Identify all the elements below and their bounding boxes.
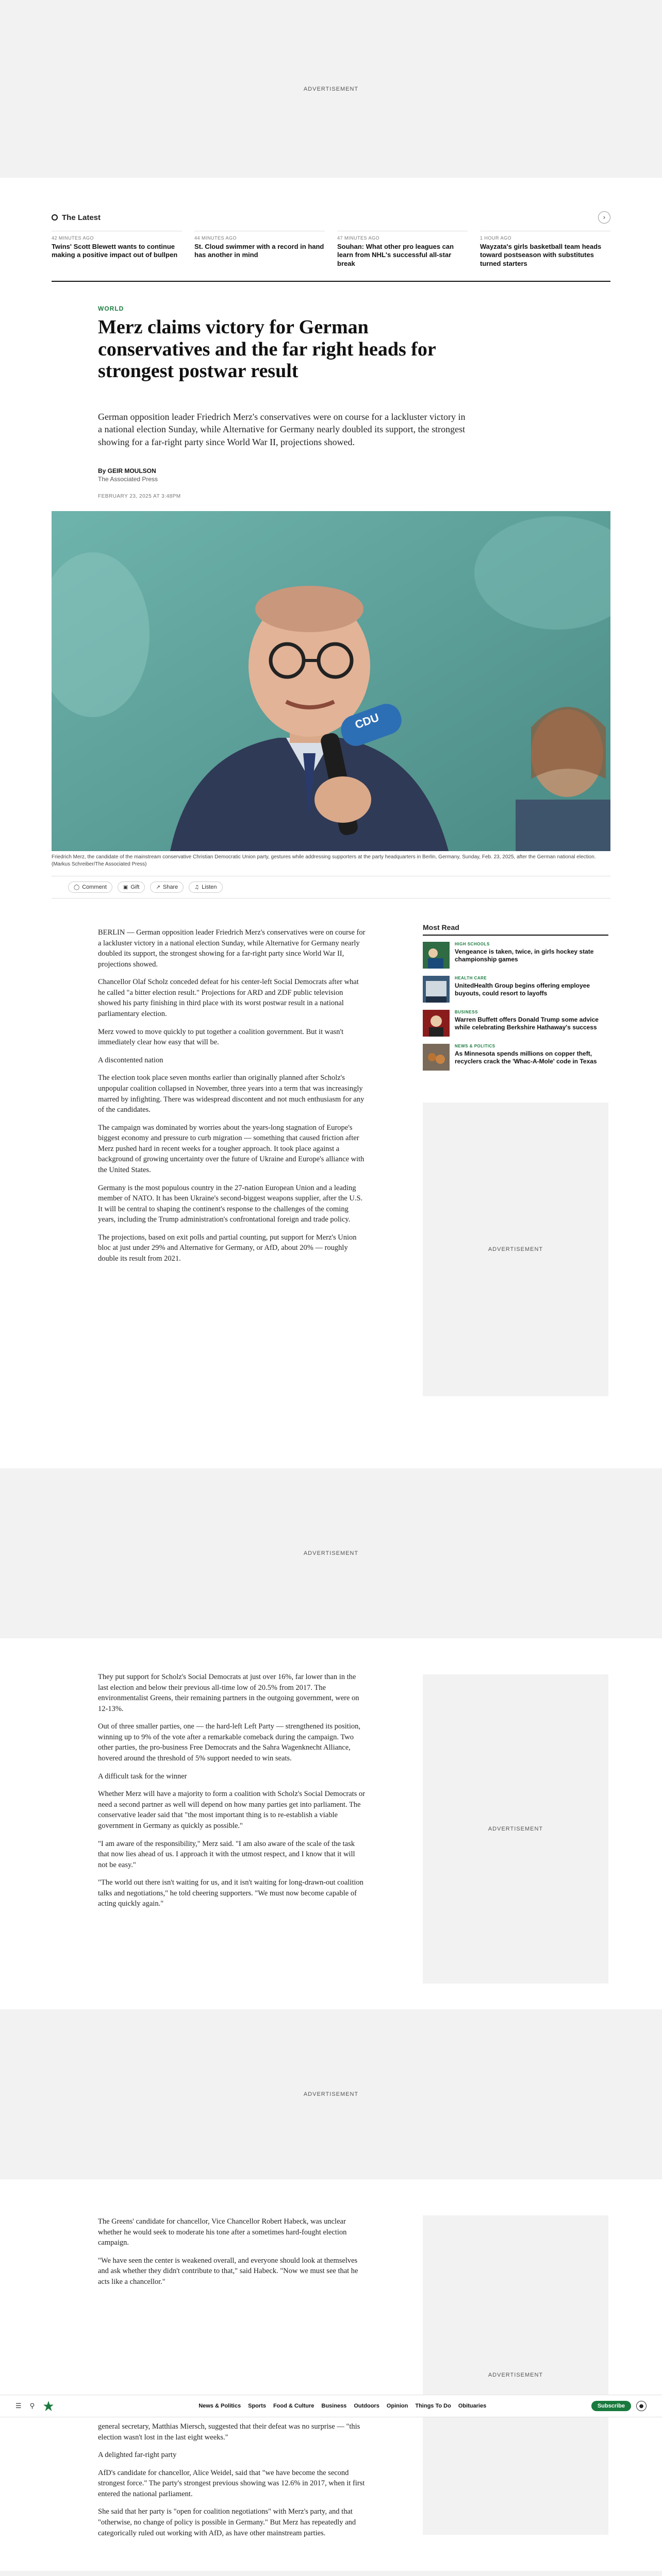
most-read-headline[interactable]: Warren Buffett offers Donald Trump some advice while celebrating Berkshire Hathaway's success xyxy=(455,1016,599,1031)
article-headline: Merz claims victory for German conservatives and the far right heads for strongest postwar result xyxy=(98,316,436,382)
divider xyxy=(52,281,610,282)
most-read-category: NEWS & POLITICS xyxy=(455,1044,495,1048)
thumbnail[interactable] xyxy=(423,976,450,1003)
latest-item[interactable] xyxy=(337,231,468,268)
inline-advertisement[interactable]: ADVERTISEMENT xyxy=(0,1468,662,1638)
comment-button[interactable]: ◯ Comment xyxy=(68,882,112,893)
paragraph: "The world out there isn't waiting for us, and it isn't waiting for long-drawn-out coalition talks and negotiations," he told cheering supporters. "We must now become capable of acting quickly again." xyxy=(98,1878,363,1908)
comment-icon: ◯ xyxy=(74,884,80,890)
star-tribune-logo-icon[interactable] xyxy=(43,2400,54,2412)
paragraph: The election took place seven months earlier than originally planned after Scholz's unpopular coalition collapsed in November, three years into a term that was increasingly marred by infighting. There was widespread discontent and not much enthusiasm for any of the candidates. xyxy=(98,1074,365,1114)
share-button[interactable]: ↗ Share xyxy=(150,882,184,893)
nav-link-obituaries[interactable]: Obituaries xyxy=(458,2403,487,2409)
paragraph: "I am aware of the responsibility," Merz said. "I am also aware of the scale of the task that now lies ahead of us. I approach it with the utmost respect, and I know that it will not be easy." xyxy=(98,1839,355,1869)
sidebar-advertisement[interactable]: ADVERTISEMENT xyxy=(423,2215,608,2535)
latest-item-time: 47 MINUTES AGO xyxy=(337,235,380,241)
byline xyxy=(98,467,158,483)
paragraph: "We have seen the center is weakened overall, and everyone should look at themselves and ask whether they didn't contribute to that," said Habeck. "Now we must see that he acts like a chancellor." xyxy=(98,2256,358,2286)
byline-organization: The Associated Press xyxy=(98,476,158,483)
most-read-headline[interactable]: Vengeance is taken, twice, in girls hockey state championship games xyxy=(455,948,594,963)
most-read-headline[interactable]: As Minnesota spends millions on copper theft, recyclers crack the 'Whac-A-Mole' code in Texas xyxy=(455,1050,597,1065)
latest-item-headline[interactable]: Twins' Scott Blewett wants to continue making a positive impact out of bullpen xyxy=(52,243,178,259)
next-arrow-icon[interactable]: › xyxy=(598,211,610,224)
most-read-headline[interactable]: UnitedHealth Group begins offering employee buyouts, could resort to layoffs xyxy=(455,982,590,997)
subheading: A discontented nation xyxy=(98,1056,163,1064)
paragraph: general secretary, Matthias Miersch, suggested that their defeat was no surprise — "this election wasn't lost in the last eight weeks." xyxy=(98,2422,360,2442)
sticky-navbar xyxy=(0,2395,662,2417)
paragraph: The campaign was dominated by worries about the years-long stagnation of Europe's biggest economy and pressure to curb migration — something that caused friction after Merz pushed hard in recent weeks for a tougher approach. It took place against a background of growing uncertainty over the future of Ukraine and Europe's alliance with the United States. xyxy=(98,1123,365,1174)
dateline: FEBRUARY 23, 2025 AT 3:48PM xyxy=(98,494,181,499)
ad-label: ADVERTISEMENT xyxy=(303,86,359,92)
paragraph: The projections, based on exit polls and partial counting, put support for Merz's Union bloc at just under 29% and Alternative for Germany, or AfD, about 20% — roughly double its result from 2021. xyxy=(98,1233,357,1263)
latest-item-headline[interactable]: Souhan: What other pro leagues can learn from NHL's successful all-star break xyxy=(337,243,454,267)
latest-item-time: 1 HOUR AGO xyxy=(480,235,512,241)
share-icon: ↗ xyxy=(156,884,160,890)
subheading: A delighted far-right party xyxy=(98,2451,177,2460)
paragraph: BERLIN — German opposition leader Friedrich Merz's conservatives were on course for a lackluster victory in a national election Sunday, while Alternative for Germany nearly doubled its support, the strongest showing for a far-right party since World War II, projections showed. xyxy=(98,928,366,969)
latest-item-time: 42 MINUTES AGO xyxy=(52,235,94,241)
thumbnail[interactable] xyxy=(423,1010,450,1037)
paragraph: AfD's candidate for chancellor, Alice Weidel, said that "we have become the second strongest force." The party's strongest previous showing was 12.6% in 2017, when it first entered the national parliament. xyxy=(98,2468,365,2498)
sidebar-advertisement[interactable]: ADVERTISEMENT xyxy=(423,1674,608,1984)
section-label[interactable]: WORLD xyxy=(98,305,124,312)
paragraph: Merz vowed to move quickly to put together a coalition government. But it wasn't immediately clear how easy that will be. xyxy=(98,1027,344,1047)
share-bar xyxy=(52,876,610,899)
latest-item[interactable] xyxy=(194,231,325,268)
latest-heading: The Latest xyxy=(52,213,101,222)
article-subhead: German opposition leader Friedrich Merz's conservatives were on course for a lackluster victory in a national election Sunday, while Alternative for Germany nearly doubled its support, the strongest showing for a far-right party since World War II, projections showed. xyxy=(98,412,466,447)
most-read-item[interactable] xyxy=(423,942,608,969)
most-read-item[interactable] xyxy=(423,1010,608,1037)
nav-link-food-culture[interactable]: Food & Culture xyxy=(273,2403,315,2409)
latest-item[interactable] xyxy=(480,231,610,268)
most-read-title: Most Read xyxy=(423,923,608,936)
paragraph: Whether Merz will have a majority to form a coalition with Scholz's Social Democrats or need a second partner as well will depend on how many parties get into parliament. The conservative leader said that "the most important thing is to re-establish a viable government in Germany as quickly as possible." xyxy=(98,1790,366,1830)
listen-button[interactable]: ♫ Listen xyxy=(189,882,222,893)
thumbnail[interactable] xyxy=(423,942,450,969)
menu-icon[interactable]: ☰ xyxy=(15,2402,22,2410)
nav-link-news-politics[interactable]: News & Politics xyxy=(198,2403,241,2409)
user-account-icon[interactable]: ● xyxy=(636,2401,647,2411)
headphones-icon: ♫ xyxy=(194,884,200,890)
clock-icon xyxy=(52,214,58,221)
paragraph: Out of three smaller parties, one — the hard-left Left Party — strengthened its position, winning up to 9% of the vote after a remarkable comeback during the campaign. Two other parties, the pro-business Free Democrats and the Sahra Wagenknecht Alliance, hovered around the threshold of 5% support needed to win seats. xyxy=(98,1722,360,1763)
paragraph: The Greens' candidate for chancellor, Vice Chancellor Robert Habeck, was unclear whether he would seek to moderate his tone after a sometimes hard-fought election campaign. xyxy=(98,2217,347,2247)
latest-strip xyxy=(52,211,610,268)
paragraph: They put support for Scholz's Social Democrats at just over 16%, far lower than in the last election and below their previous all-time low of 20.5% from 2017. The environmentalist Greens, their remaining partners in the outgoing government, were on 12-13%. xyxy=(98,1673,359,1713)
nav-link-things-to-do[interactable]: Things To Do xyxy=(415,2403,451,2409)
nav-link-business[interactable]: Business xyxy=(321,2403,347,2409)
mic-badge: CDU xyxy=(353,710,381,732)
photo-caption: Friedrich Merz, the candidate of the mainstream conservative Christian Democratic Union party, gestures while addressing supporters at the party headquarters in Berlin, Germany, Sunday, Feb. 23, 2025, after the German national election. (Markus Schreiber/The Associated Press) xyxy=(52,854,596,867)
most-read-panel xyxy=(423,923,608,1078)
article-body-section-3 xyxy=(98,2216,366,2294)
paragraph: Germany is the most populous country in the 27-nation European Union and a leading member of NATO. It has been Ukraine's second-biggest weapons supplier, after the U.S. It will be central to shaping the continent's response to the challenges of the coming years, including the Trump administration's confrontational foreign and trade policy. xyxy=(98,1183,363,1224)
hero-photo-art xyxy=(52,511,610,851)
article-body-section-2 xyxy=(98,1672,366,1917)
latest-item-headline[interactable]: St. Cloud swimmer with a record in hand has another in mind xyxy=(194,243,324,259)
most-read-category: HIGH SCHOOLS xyxy=(455,942,490,946)
most-read-item[interactable] xyxy=(423,1044,608,1071)
paragraph: Chancellor Olaf Scholz conceded defeat for his center-left Social Democrats after what he called "a bitter election result." Projections for ARD and ZDF public television showed his party finishing in third place with its worst postwar result in a national parliamentary election. xyxy=(98,978,359,1019)
subheading: A difficult task for the winner xyxy=(98,1772,187,1781)
top-advertisement[interactable] xyxy=(0,0,662,178)
nav-link-opinion[interactable]: Opinion xyxy=(386,2403,408,2409)
search-icon[interactable]: ⚲ xyxy=(29,2402,35,2410)
article-body-section-1 xyxy=(98,927,366,1272)
byline-author[interactable]: By GEIR MOULSON xyxy=(98,467,156,474)
latest-item[interactable] xyxy=(52,231,182,268)
paragraph: She said that her party is "open for coalition negotiations" with Merz's party, and that "otherwise, no change of policy is possible in Germany." But Merz has repeatedly and categorically ruled out working with AfD, as have other mainstream parties. xyxy=(98,2507,356,2537)
most-read-item[interactable] xyxy=(423,976,608,1003)
gift-button[interactable]: ▣ Gift xyxy=(118,882,145,893)
nav-link-outdoors[interactable]: Outdoors xyxy=(354,2403,379,2409)
most-read-category: BUSINESS xyxy=(455,1010,478,1014)
most-read-category: HEALTH CARE xyxy=(455,976,487,980)
inline-advertisement[interactable]: ADVERTISEMENT xyxy=(0,2009,662,2179)
subscribe-button[interactable]: Subscribe xyxy=(591,2401,631,2411)
gift-icon: ▣ xyxy=(123,884,128,890)
hero-photo xyxy=(52,511,610,851)
latest-item-time: 44 MINUTES AGO xyxy=(194,235,237,241)
section-nav xyxy=(198,2403,486,2409)
article-body-section-4 xyxy=(98,2421,366,2546)
inline-advertisement[interactable] xyxy=(0,2571,662,2576)
nav-link-sports[interactable]: Sports xyxy=(248,2403,266,2409)
latest-item-headline[interactable]: Wayzata's girls basketball team heads toward postseason with substitutes turned starters xyxy=(480,243,602,267)
sidebar-advertisement[interactable]: ADVERTISEMENT xyxy=(423,1103,608,1396)
thumbnail[interactable] xyxy=(423,1044,450,1071)
